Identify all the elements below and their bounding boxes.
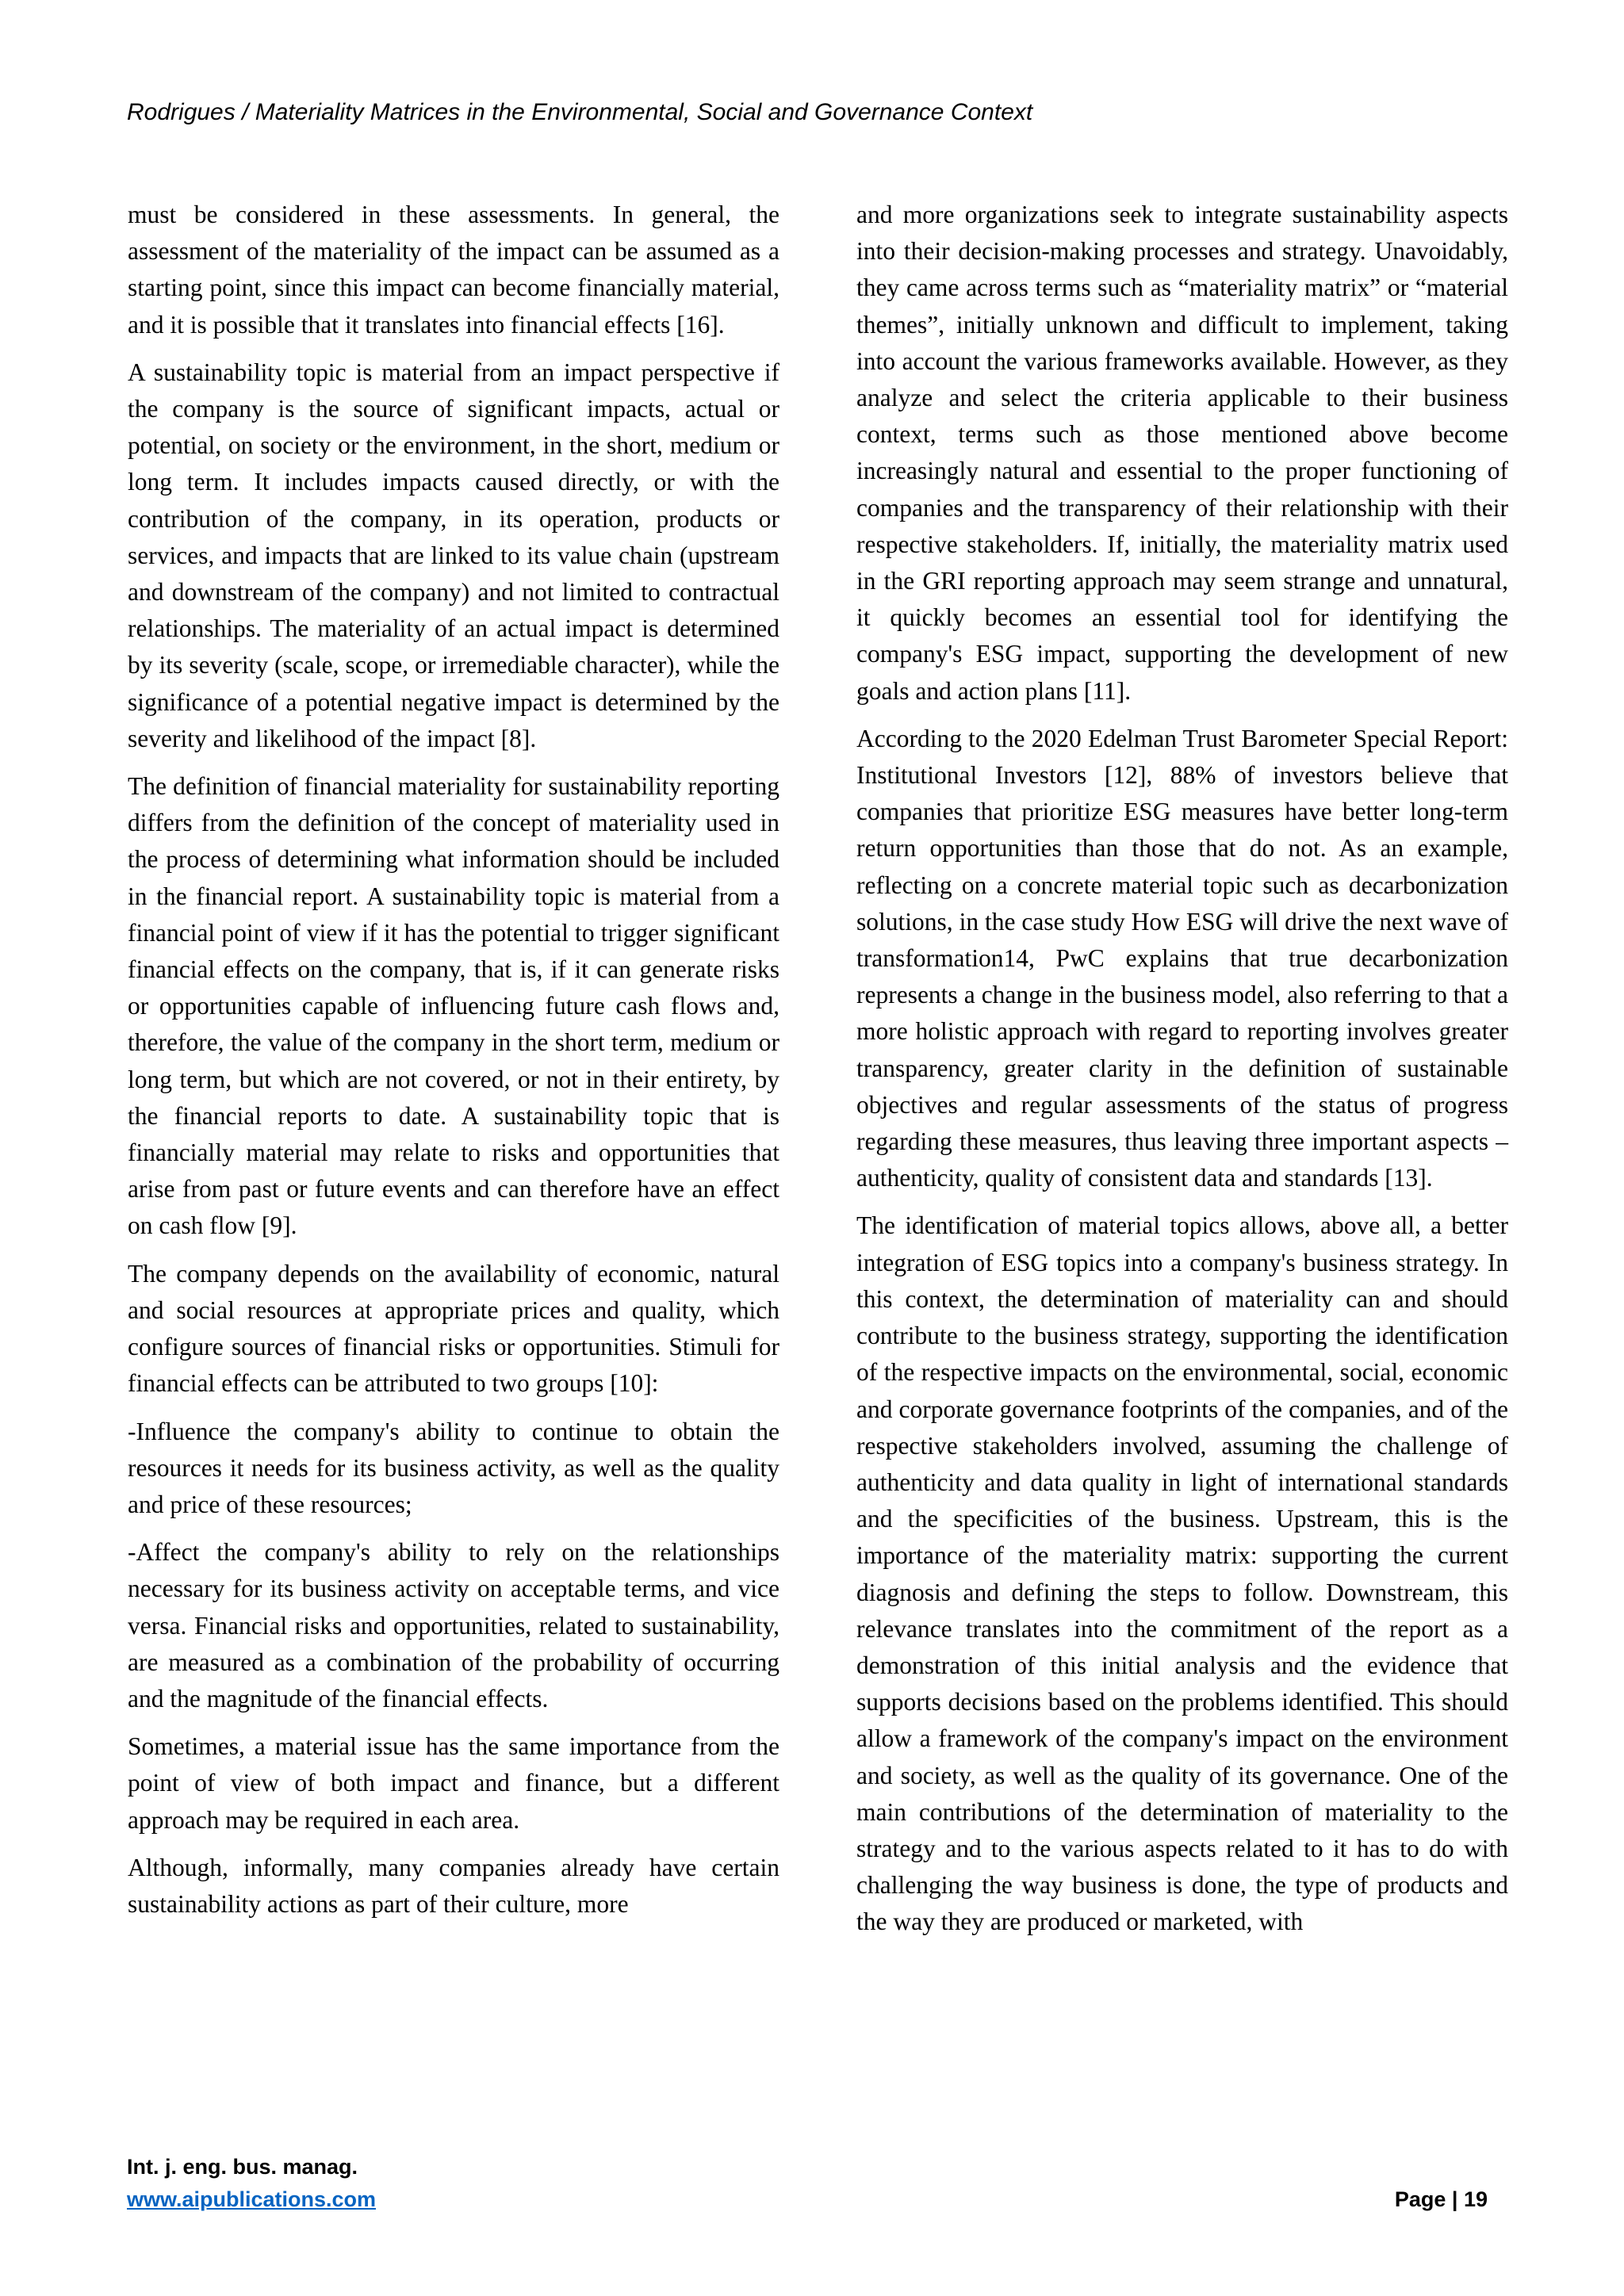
website-link[interactable]: www.aipublications.com: [127, 2187, 377, 2211]
page-number: Page | 19: [1394, 2187, 1488, 2211]
running-header: Rodrigues / Materiality Matrices in the Environmental, Social and Governance Context: [127, 99, 1033, 125]
paragraph: The company depends on the availability of economic, natural and social resources at appropriate prices and quality, which configure sources of financial risks or opportunities. Stimuli for financial effects can be attributed to two groups [10]:: [128, 1259, 779, 1398]
paragraph: According to the 2020 Edelman Trust Barometer Special Report: Institutional Investors [12], 88% of investors believe that companies that prioritize ESG measures have better long-term return opportunities than those that do not. As an example, reflecting on a concrete material topic such as decarbonization solutions, in the case study How ESG will drive the next wave of transformation14, PwC explains that true decarbonization represents a change in the business model, also referring to that a more holistic approach with regard to reporting involves greater transparency, greater clarity in the definition of sustainable objectives and regular assessments of the status of progress regarding these measures, thus leaving three important aspects – authenticity, quality of consistent data and standards [13].: [856, 724, 1508, 1192]
paragraph: -Influence the company's ability to continue to obtain the resources it needs for its business activity, as well as the quality and price of these resources;: [128, 1417, 779, 1518]
paragraph: and more organizations seek to integrate sustainability aspects into their decision-making processes and strategy. Unavoidably, they came across terms such as “materiality matrix” or “material themes”, initially unknown and difficult to implement, taking into account the various frameworks available. However, as they analyze and select the criteria applicable to their business context, terms such as those mentioned above become increasingly natural and essential to the proper functioning of companies and the transparency of their relationship with their respective stakeholders. If, initially, the materiality matrix used in the GRI reporting approach may seem strange and unnatural, it quickly becomes an essential tool for identifying the company's ESG impact, supporting the development of new goals and action plans [11].: [856, 201, 1508, 705]
paragraph: A sustainability topic is material from an impact perspective if the company is the source of significant impacts, actual or potential, on society or the environment, in the short, medium or long term. It includes impacts caused directly, or with the contribution of the company, in its operation, products or services, and impacts that are linked to its value chain (upstream and downstream of the company) and not limited to contractual relationships. The materiality of an actual impact is determined by its severity (scale, scope, or irremediable character), while the significance of a potential negative impact is determined by the severity and likelihood of the impact [8].: [128, 358, 779, 752]
paragraph: Although, informally, many companies already have certain sustainability actions as part of their culture, more: [128, 1853, 779, 1918]
paragraph: Sometimes, a material issue has the same importance from the point of view of both impact and finance, but a different approach may be required in each area.: [128, 1732, 779, 1834]
left-column: [128, 197, 779, 1934]
paragraph: -Affect the company's ability to rely on the relationships necessary for its business activity on acceptable terms, and vice versa. Financial risks and opportunities, related to sustainability, are measured as a combination of the probability of occurring and the magnitude of the financial effects.: [128, 1538, 779, 1712]
right-column: [856, 197, 1508, 1952]
paragraph: The identification of material topics allows, above all, a better integration of ESG topics into a company's business strategy. In this context, the determination of materiality can and should contribute to the business strategy, supporting the identification of the respective impacts on the environmental, social, economic and corporate governance footprints of the companies, and of the respective stakeholders involved, assuming the challenge of authenticity and data quality in light of international standards and the specificities of the business. Upstream, this is the importance of the materiality matrix: supporting the current diagnosis and defining the steps to follow. Downstream, this relevance translates into the commitment of the report as a demonstration of this initial analysis and the evidence that supports decisions based on the problems identified. This should allow a framework of the company's impact on the environment and society, as well as the quality of its governance. One of the main contributions of the determination of materiality to the strategy and to the various aspects related to it has to do with challenging the way business is done, the type of products and the way they are produced or marketed, with: [856, 1211, 1508, 1936]
paragraph: must be considered in these assessments. In general, the assessment of the materiality of the impact can be assumed as a starting point, since this impact can become financially material, and it is possible that it translates into financial effects [16].: [128, 201, 779, 339]
paragraph: The definition of financial materiality for sustainability reporting differs from the definition of the concept of materiality used in the process of determining what information should be included in the financial report. A sustainability topic is material from a financial point of view if it has the potential to trigger significant financial effects on the company, that is, if it can generate risks or opportunities capable of influencing future cash flows and, therefore, the value of the company in the short term, medium or long term, but which are not covered, or not in their entirety, by the financial reports to date. A sustainability topic that is financially material may relate to risks and opportunities that arise from past or future events and can therefore have an effect on cash flow [9].: [128, 772, 779, 1240]
journal-name: Int. j. eng. bus. manag.: [127, 2155, 358, 2179]
